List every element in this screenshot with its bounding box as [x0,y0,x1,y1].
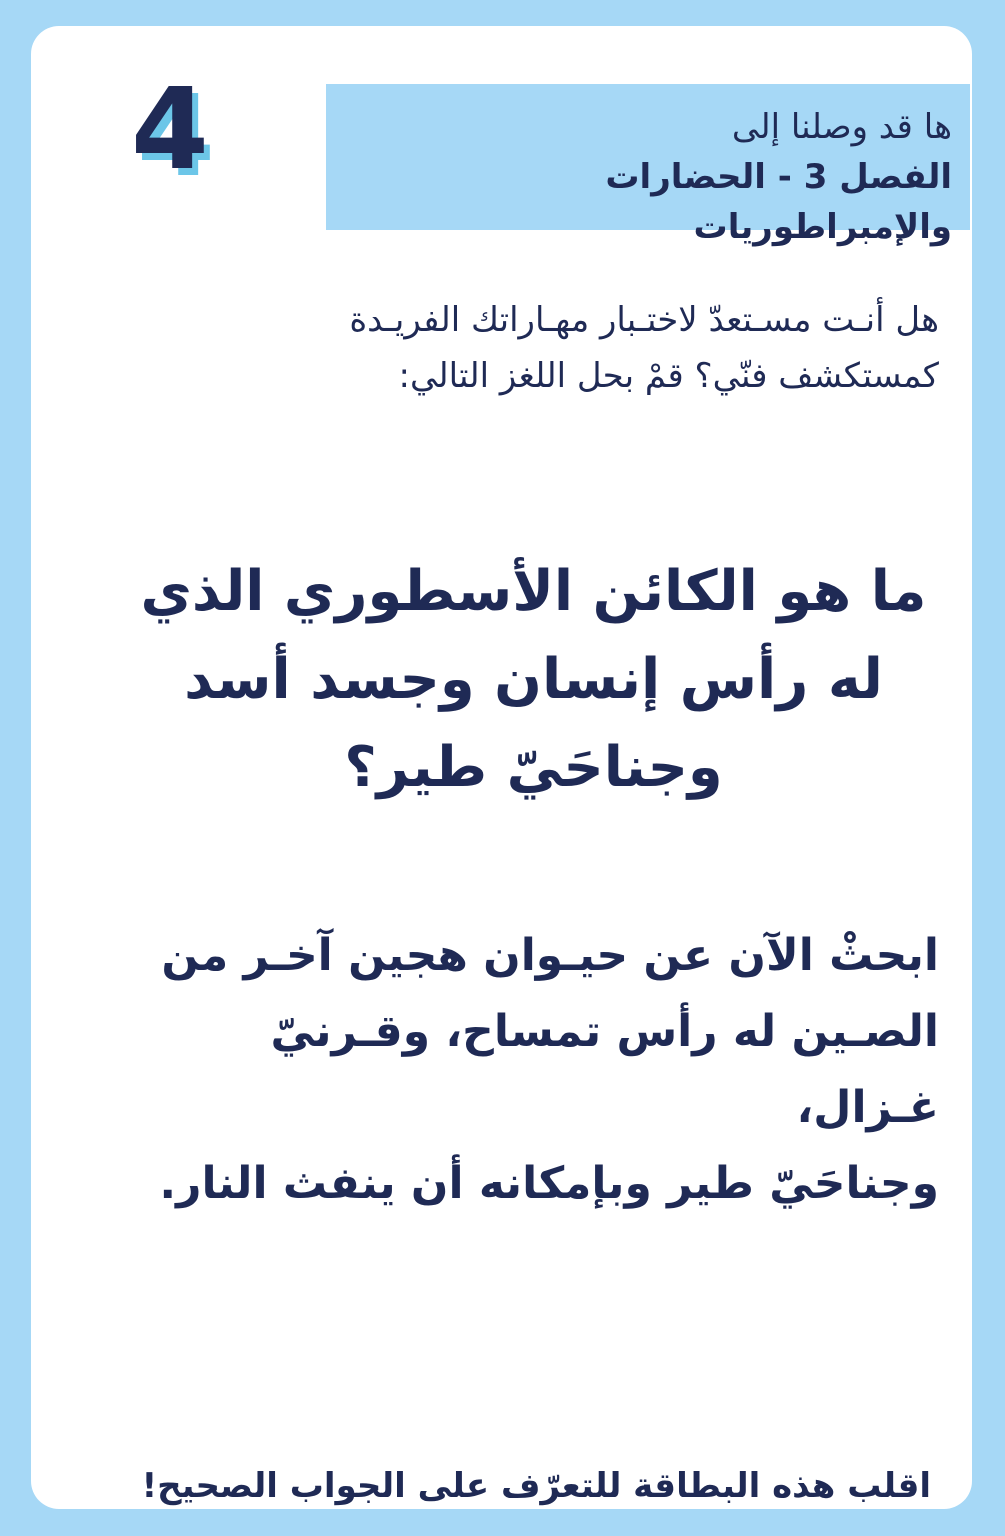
task-line-3: وجناحَيّ طير وبإمكانه أن ينفث النار. [159,1158,939,1209]
search-task [141,918,939,1222]
question-line-3: وجناحَيّ طير؟ [344,735,723,800]
chapter-title: الفصل 3 - الحضارات والإمبراطوريات [605,157,952,247]
chapter-header [326,84,970,247]
question-line-2: له رأس إنسان وجسد أسد [184,647,883,712]
task-line-2: الصـين له رأس تمساح، وقـرنيّ غـزال، [270,1006,939,1133]
question-line-1: ما هو الكائن الأسطوري الذي [140,559,927,624]
intro-line-1: هل أنـت مسـتعدّ لاختـبار مهـاراتك الفريـدة [349,300,939,340]
intro-text [171,292,939,404]
task-line-1: ابحثْ الآن عن حيـوان هجين آخـر من [161,930,939,981]
puzzle-card [31,26,972,1509]
intro-line-2: كمستكشف فنّي؟ قمْ بحل اللغز التالي: [398,356,939,396]
riddle-question [121,548,946,812]
flip-card-instruction: اقلب هذه البطاقة للتعرّف على الجواب الصحيح! [141,1466,931,1506]
header-intro-text: ها قد وصلنا إلى [731,107,952,147]
card-number: 4 [131,65,209,195]
